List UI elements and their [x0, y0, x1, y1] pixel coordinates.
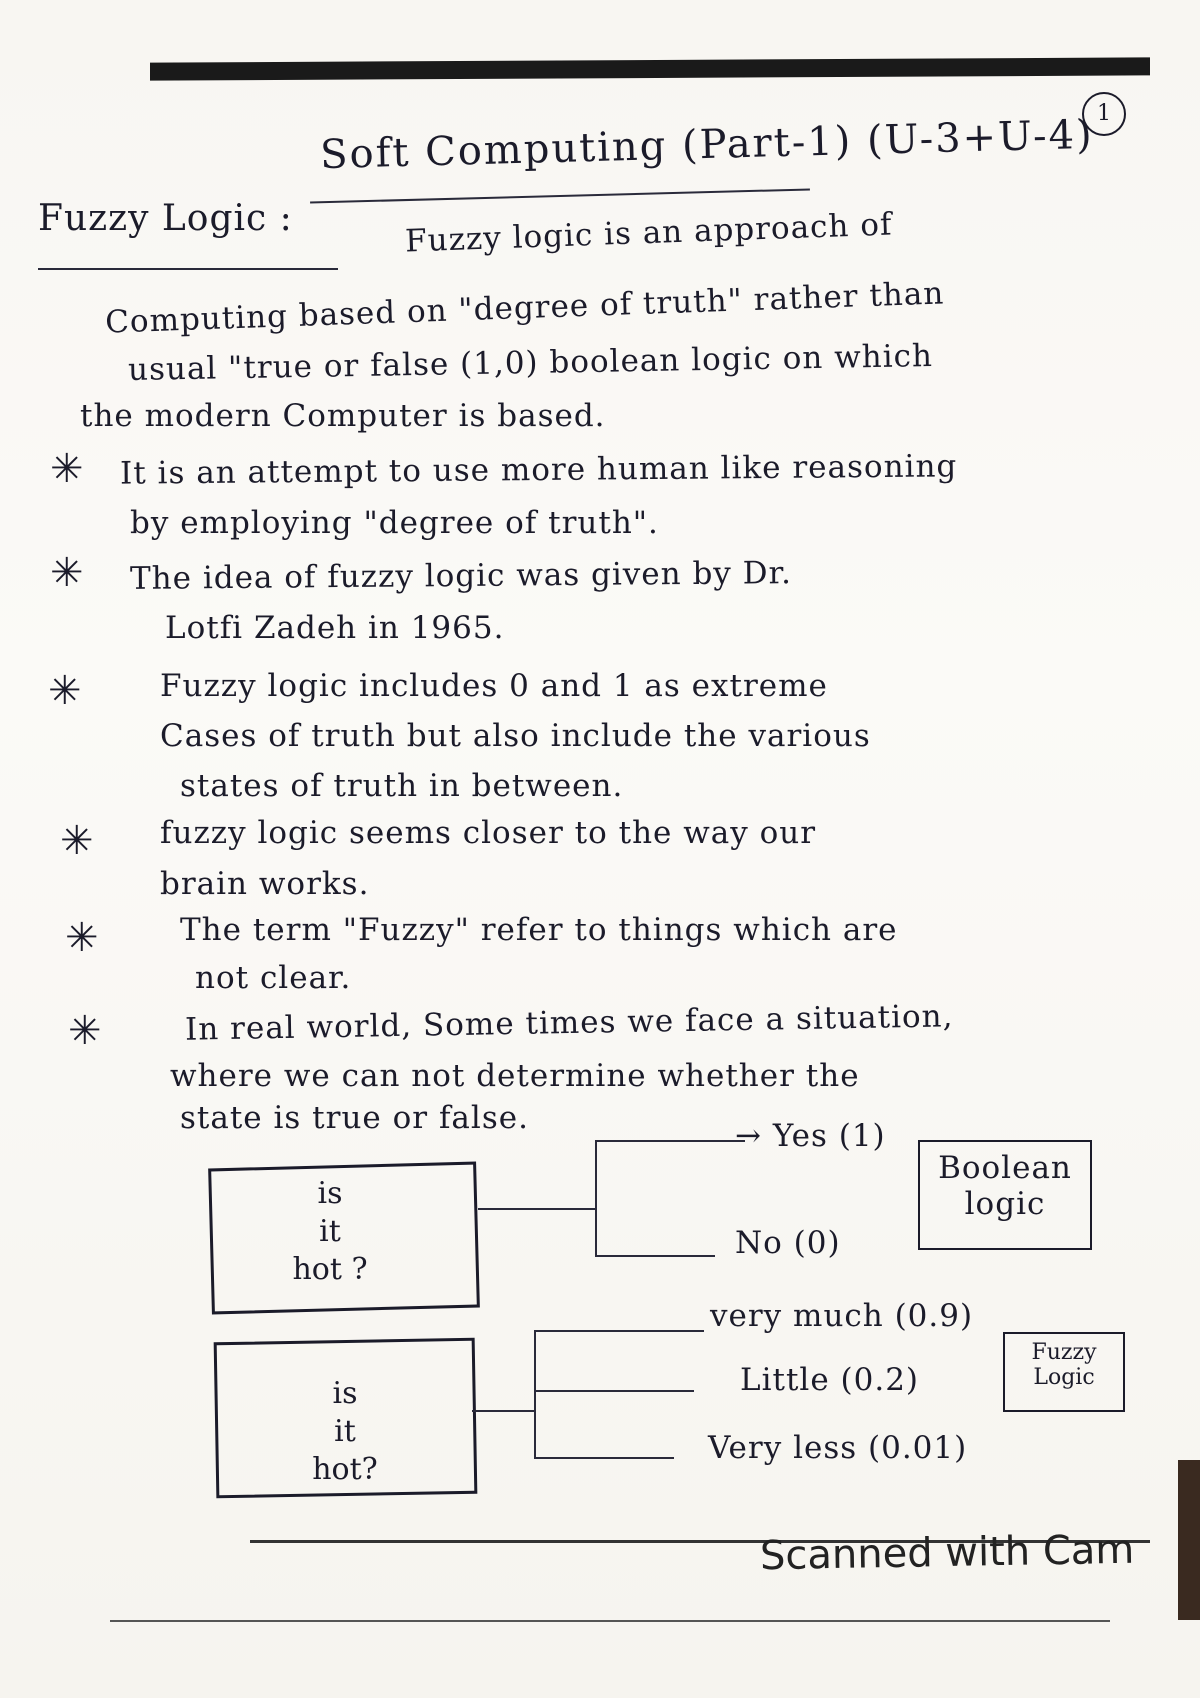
fuzzy-logic-label [1003, 1332, 1125, 1412]
box2-line-2: it [334, 1414, 356, 1449]
title-underline [310, 188, 810, 203]
scanner-watermark: Scanned with Cam [759, 1526, 1135, 1580]
bullet4-line-1: fuzzy logic seems closer to the way our [160, 815, 817, 851]
bullet2-line-2: Lotfi Zadeh in 1965. [165, 610, 505, 646]
bullet3-line-2: Cases of truth but also include the various [160, 718, 871, 754]
output-no: No (0) [735, 1225, 841, 1261]
intro-line-3: usual "true or false (1,0) boolean logic on which [127, 337, 934, 389]
page-number: 1 [1082, 92, 1126, 136]
bullet-icon: ✳ [68, 1008, 102, 1054]
bullet-icon: ✳ [50, 550, 84, 596]
bullet2-line-1: The idea of fuzzy logic was given by Dr. [129, 555, 793, 597]
box2-line-3: hot? [312, 1452, 378, 1487]
boolean-label-line-1: Boolean [938, 1150, 1072, 1186]
section-heading: Fuzzy Logic : [38, 198, 293, 239]
connector-line [472, 1410, 534, 1412]
heading-underline [38, 268, 338, 270]
bullet5-line-1: The term "Fuzzy" refer to things which are [180, 912, 898, 948]
intro-line-1: Fuzzy logic is an approach of [404, 206, 893, 260]
branch-top [534, 1330, 704, 1332]
output-very-less: Very less (0.01) [708, 1430, 968, 1466]
boolean-label-line-2: logic [964, 1186, 1046, 1222]
bullet6-line-2: where we can not determine whether the [170, 1058, 860, 1094]
box2-line-1: is [332, 1376, 358, 1411]
scan-right-edge [1178, 1460, 1200, 1620]
question-box-1-text [270, 1175, 390, 1289]
bullet6-line-1: In real world, Some times we face a situation, [184, 998, 954, 1048]
bullet-icon: ✳ [60, 818, 94, 864]
bullet-icon: ✳ [65, 915, 99, 961]
bullet-icon: ✳ [50, 446, 84, 492]
arrow-right-icon: → [735, 1118, 762, 1154]
bullet1-line-2: by employing "degree of truth". [130, 505, 659, 541]
fuzzy-label-line-1: Fuzzy [1031, 1340, 1097, 1365]
branch-top [595, 1140, 745, 1142]
output-very-much: very much (0.9) [710, 1298, 974, 1334]
bullet4-line-2: brain works. [160, 866, 370, 902]
connector-line [478, 1208, 595, 1210]
bullet6-line-3: state is true or false. [180, 1100, 529, 1136]
branch-middle [534, 1390, 694, 1392]
scan-top-edge [150, 57, 1150, 80]
branch-bottom [534, 1457, 674, 1459]
boolean-logic-label [918, 1140, 1092, 1250]
branch-line [595, 1140, 597, 1255]
fuzzy-label-line-2: Logic [1033, 1365, 1095, 1390]
branch-bottom [595, 1255, 715, 1257]
box1-line-3: hot ? [292, 1252, 368, 1287]
output-yes [735, 1118, 886, 1154]
bullet3-line-1: Fuzzy logic includes 0 and 1 as extreme [160, 668, 828, 704]
page-title: Soft Computing (Part-1) (U-3+U-4) [319, 111, 1095, 179]
bullet5-line-2: not clear. [195, 960, 352, 996]
bullet3-line-3: states of truth in between. [180, 768, 624, 804]
intro-line-4: the modern Computer is based. [80, 398, 606, 434]
output-yes-label: Yes (1) [772, 1118, 886, 1154]
output-little: Little (0.2) [740, 1362, 920, 1398]
branch-line [534, 1330, 536, 1457]
intro-line-2: Computing based on "degree of truth" rather than [104, 275, 945, 341]
question-box-2-text [285, 1375, 405, 1489]
box1-line-1: is [317, 1176, 343, 1211]
bullet1-line-1: It is an attempt to use more human like reasoning [119, 448, 958, 492]
box1-line-2: it [319, 1214, 341, 1249]
page-bottom-edge [110, 1620, 1110, 1622]
bullet-icon: ✳ [48, 668, 82, 714]
